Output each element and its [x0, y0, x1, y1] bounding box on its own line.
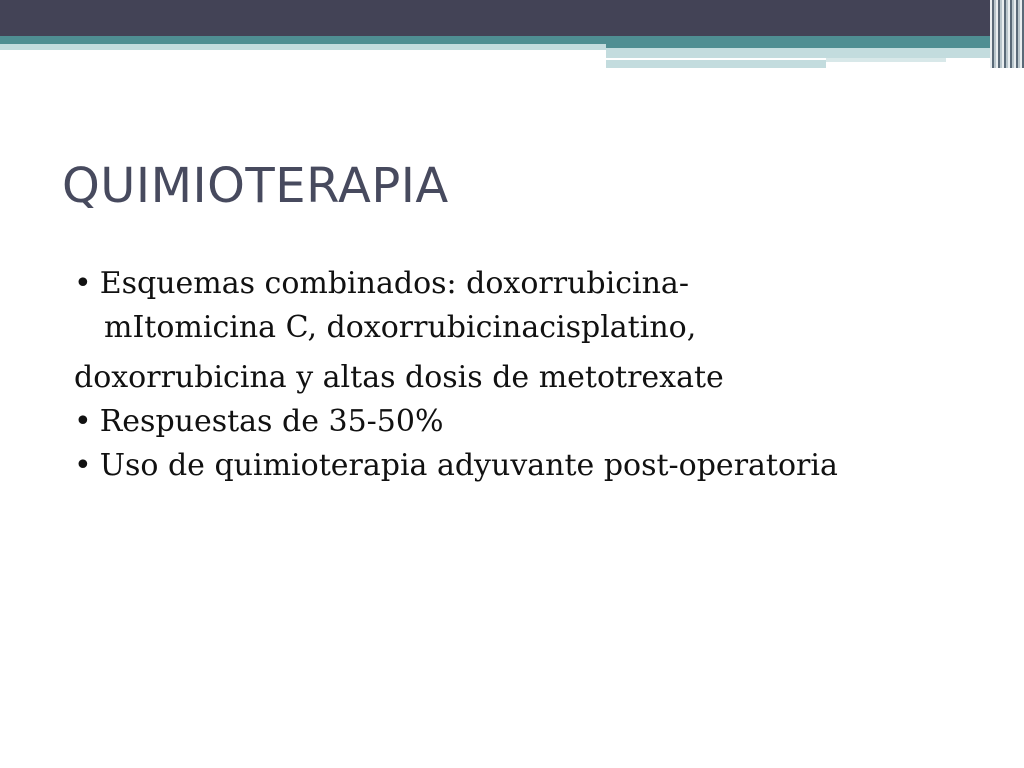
header-stripes: [990, 0, 1024, 68]
body-line: doxorrubicina y altas dosis de metotrexate: [74, 360, 724, 395]
bullet-text: Respuestas de 35-50%: [99, 404, 444, 439]
bullet-line: [74, 262, 994, 306]
slide-title: QUIMIOTERAPIA: [62, 158, 449, 214]
slide-body: [74, 262, 994, 488]
bullet-continuation: mItomicina C, doxorrubicinacisplatino,: [104, 310, 697, 345]
bullet-text: Uso de quimioterapia adyuvante post-operatoria: [99, 448, 838, 483]
bullet-icon: •: [74, 266, 92, 301]
bullet-line: [74, 444, 994, 488]
header-dark-bar: [0, 0, 1024, 36]
header-light-bar: [0, 44, 606, 50]
bullet-line: [74, 400, 994, 444]
header-light-bar: [826, 58, 946, 62]
bullet-text: Esquemas combinados: doxorrubicina-: [99, 266, 689, 301]
header-light-bar: [606, 48, 1024, 58]
header-light-bar: [606, 60, 826, 68]
bullet-icon: •: [74, 404, 92, 439]
bullet-icon: •: [74, 448, 92, 483]
